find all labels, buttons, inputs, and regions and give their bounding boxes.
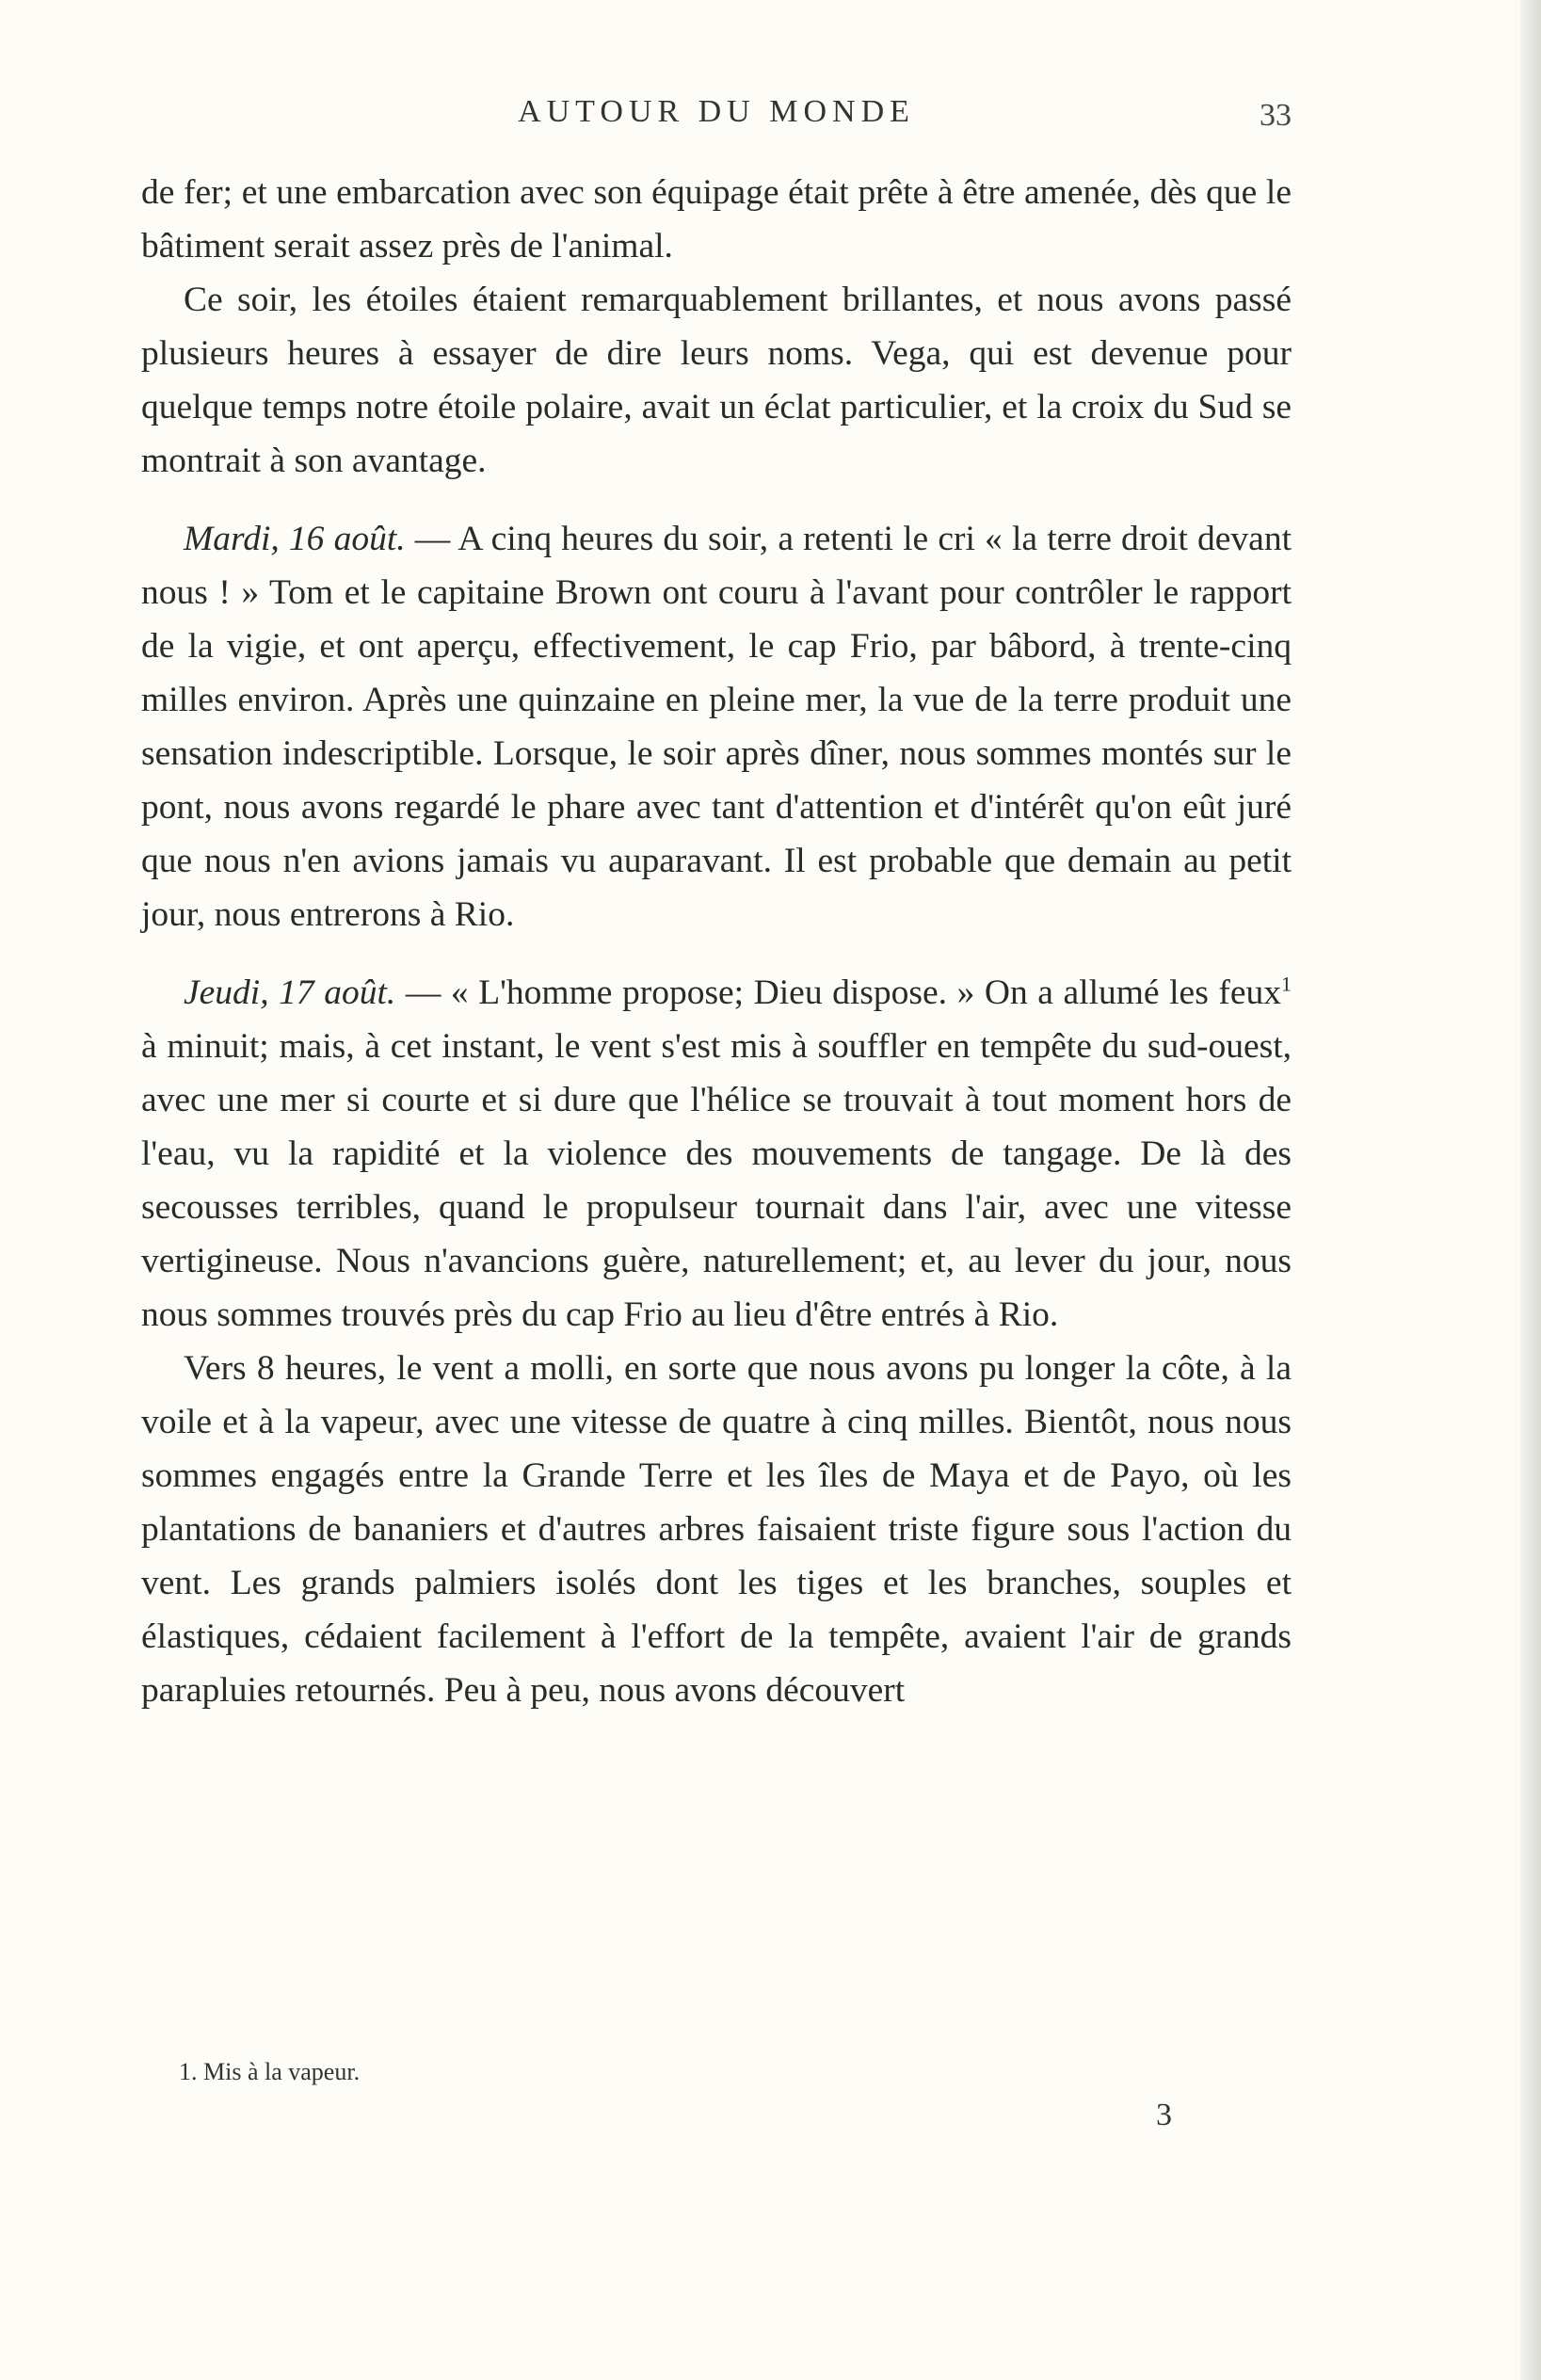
footnote-reference[interactable]: 1: [1281, 972, 1292, 996]
body-text: [141, 166, 1292, 1717]
diary-entry-mardi: [141, 512, 1292, 941]
paragraph-1: [141, 166, 1292, 273]
paragraph-5: [141, 1342, 1292, 1717]
paragraph-text: Ce soir, les étoiles étaient remarquablement brillantes, et nous avons passé plusieurs heures à essayer de dire leurs noms. Vega, qui est devenue pour quelque temps notre étoile polaire, avait un éclat particulier, et la croix du Sud se montrait à son avantage.: [141, 281, 1292, 480]
signature-mark: 3: [1156, 2098, 1172, 2132]
paragraph-text: — A cinq heures du soir, a retenti le cri « la terre droit devant nous ! » Tom et le capitaine Brown ont couru à l'avant pour contrôler le rapport de la vigie, et ont aperçu, effectivement, le cap Frio, par bâbord, à trente-cinq milles environ. Après une quinzaine en pleine mer, la vue de la terre produit une sensation indescriptible. Lorsque, le soir après dîner, nous sommes montés sur le pont, nous avons regardé le phare avec tant d'attention et d'intérêt qu'on eût juré que nous n'en avions jamais vu auparavant. Il est probable que demain au petit jour, nous entrerons à Rio.: [141, 520, 1292, 934]
page-edge-shadow: [1520, 0, 1541, 2380]
paragraph-text: de fer; et une embarcation avec son équipage était prête à être amenée, dès que le bâtiment serait assez près de l'animal.: [141, 173, 1292, 265]
diary-entry-jeudi: [141, 966, 1292, 1342]
paragraph-2: [141, 273, 1292, 488]
page-header: [141, 94, 1292, 141]
page-number: 33: [1260, 98, 1292, 133]
entry-date: Jeudi, 17 août.: [184, 973, 396, 1012]
entry-date: Mardi, 16 août.: [184, 520, 406, 558]
paragraph-text: Vers 8 heures, le vent a molli, en sorte que nous avons pu longer la côte, à la voile et à la vapeur, avec une vitesse de quatre à cinq milles. Bientôt, nous nous sommes engagés entre la Grande Terre et les îles de Maya et de Payo, où les plantations de bananiers et d'autres arbres faisaient triste figure sous l'action du vent. Les grands palmiers isolés dont les tiges et les branches, souples et élastiques, cédaient facilement à l'effort de la tempête, avaient l'air de grands parapluies retournés. Peu à peu, nous avons découvert: [141, 1349, 1292, 1710]
running-title: AUTOUR DU MONDE: [518, 94, 915, 129]
paragraph-text: — « L'homme propose; Dieu dispose. » On a allumé les feux: [395, 973, 1281, 1012]
footnote: 1. Mis à la vapeur.: [179, 2058, 361, 2085]
paragraph-text: à minuit; mais, à cet instant, le vent s'est mis à souffler en tempête du sud-ouest, avec une mer si courte et si dure que l'hélice se trouvait à tout moment hors de l'eau, vu la rapidité et la violence des mouvements de tangage. De là des secousses terribles, quand le propulseur tournait dans l'air, avec une vitesse vertigineuse. Nous n'avancions guère, naturellement; et, au lever du jour, nous nous sommes trouvés près du cap Frio au lieu d'être entrés à Rio.: [141, 1027, 1292, 1334]
